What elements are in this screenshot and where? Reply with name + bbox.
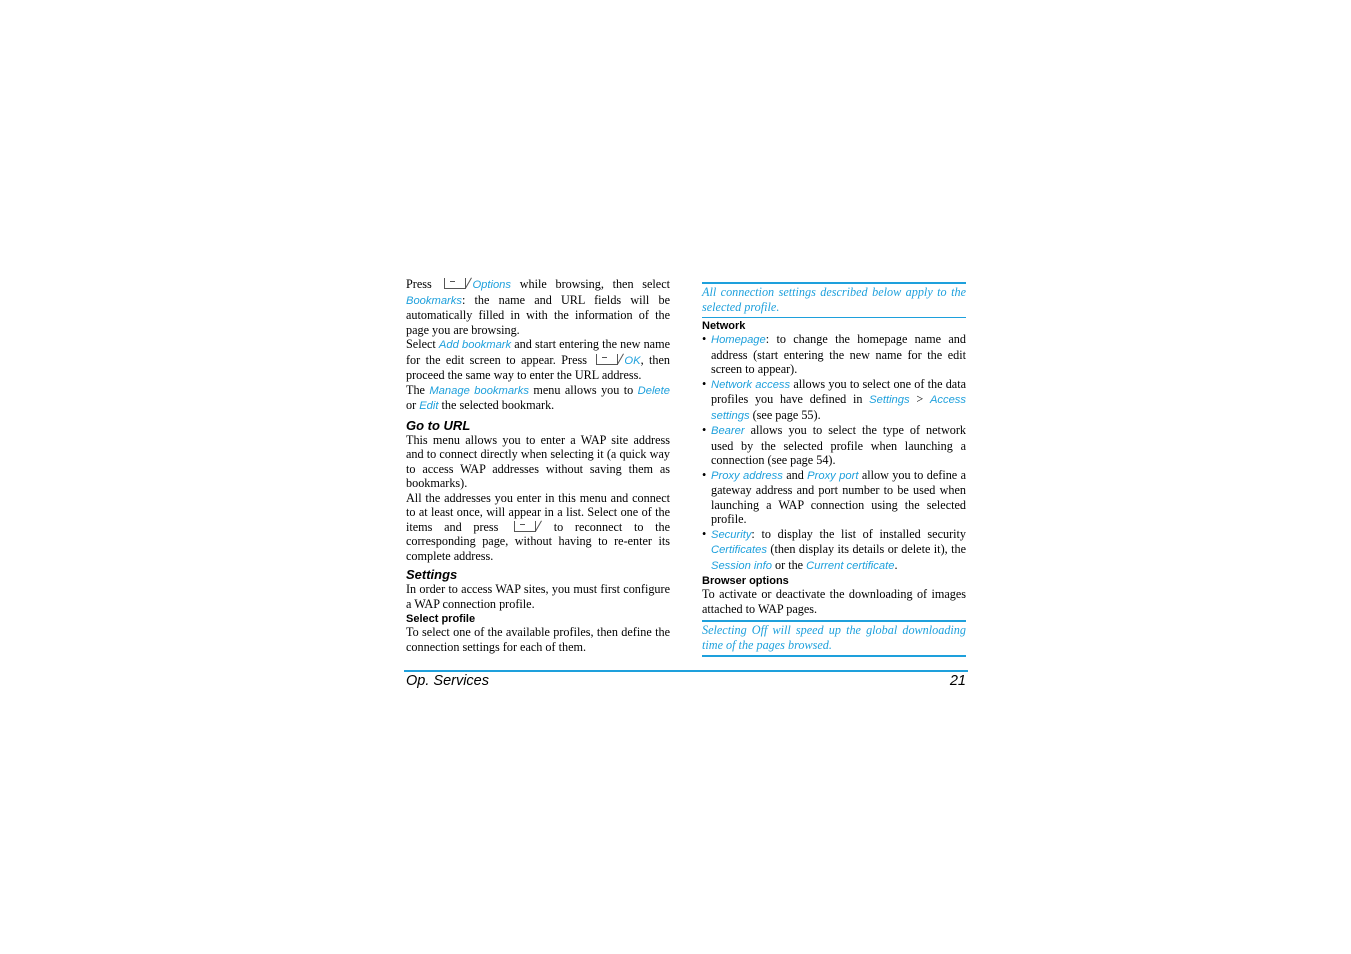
browser-options-paragraph: To activate or deactivate the downloading of images attached to WAP pages. <box>702 587 966 616</box>
settings-paragraph: In order to access WAP sites, you must first configure a WAP connection profile. <box>406 582 670 611</box>
bookmark-paragraph: Press Options while browsing, then select Bookmarks: the name and URL fields will be automatically filled in with the information of the page you are browsing. <box>406 277 671 337</box>
menu-term-access-settings: Access settings <box>711 394 966 422</box>
subheading-network: Network <box>702 320 746 332</box>
footer-section-title: Op. Services <box>406 673 489 689</box>
menu-term-delete: Delete <box>637 384 670 397</box>
menu-term-settings: Settings <box>869 394 910 406</box>
list-item: • Network access allows you to select one of the data profiles you have defined in Settings > Access settings (see page 55). <box>702 377 966 424</box>
list-item: • Security: to display the list of installed security Certificates (then display its details or delete it), the Session info or the Current certificate. <box>702 527 966 574</box>
info-note: All connection settings described below apply to the selected profile. <box>702 282 966 318</box>
network-options-list <box>702 332 966 573</box>
menu-term-bookmarks: Bookmarks <box>406 294 462 307</box>
subheading-select-profile: Select profile <box>406 613 476 625</box>
footer-divider <box>404 670 968 672</box>
subheading-browser-options: Browser options <box>702 575 789 587</box>
menu-term-proxy-port: Proxy port <box>807 469 859 482</box>
menu-term-edit: Edit <box>419 400 439 412</box>
list-item: • Homepage: to change the homepage name and address (start entering the new name for the edit screen to appear). <box>702 332 966 377</box>
manage-bookmarks-paragraph: The Manage bookmarks menu allows you to Delete or Edit the selected bookmark. <box>406 382 670 412</box>
menu-term-ok: OK <box>624 354 641 367</box>
menu-term-manage-bookmarks: Manage bookmarks <box>429 384 529 397</box>
menu-term-session-info: Session info <box>711 559 772 572</box>
list-item: • Proxy address and Proxy port allow you to define a gateway address and port number to be used when launching a WAP connection using the selected profile. <box>702 468 966 527</box>
select-profile-paragraph: To select one of the available profiles, then define the connection settings for each of them. <box>406 625 670 654</box>
menu-term-proxy-address: Proxy address <box>711 469 783 482</box>
menu-term-bearer: Bearer <box>711 425 745 437</box>
left-column <box>406 277 670 654</box>
add-bookmark-paragraph: Select Add bookmark and start entering the new name for the edit screen to appear. Press OK, then proceed the same way to enter the URL address. <box>406 337 670 382</box>
menu-term-current-certificate: Current certificate <box>806 559 895 572</box>
left-softkey-icon <box>514 521 536 532</box>
menu-term-network-access: Network access <box>711 378 791 391</box>
left-softkey-icon <box>596 354 618 365</box>
section-heading-go-to-url: Go to URL <box>406 417 471 433</box>
menu-term-certificates: Certificates <box>711 544 767 556</box>
right-column <box>702 277 966 657</box>
go-to-url-paragraph: This menu allows you to enter a WAP site address and to connect directly when selecting it (a quick way to access WAP addresses without saving them as bookmarks). <box>406 432 670 490</box>
page-number: 21 <box>949 673 966 689</box>
menu-term-options: Options <box>472 279 511 291</box>
menu-term-add-bookmark: Add bookmark <box>438 339 512 351</box>
tip-note: Selecting Off will speed up the global downloading time of the pages browsed. <box>702 620 966 657</box>
left-softkey-icon <box>444 278 466 289</box>
menu-term-security: Security <box>711 528 752 541</box>
address-list-paragraph: All the addresses you enter in this menu and connect to at least once, will appear in a list. Select one of the items and press to reconnect to the corresponding page, without having to re-enter its complete address. <box>406 490 670 563</box>
section-heading-settings: Settings <box>406 567 458 582</box>
menu-term-homepage: Homepage <box>711 334 766 346</box>
list-item: • Bearer allows you to select the type of network used by the selected profile when launching a connection (see page 54). <box>702 423 966 468</box>
